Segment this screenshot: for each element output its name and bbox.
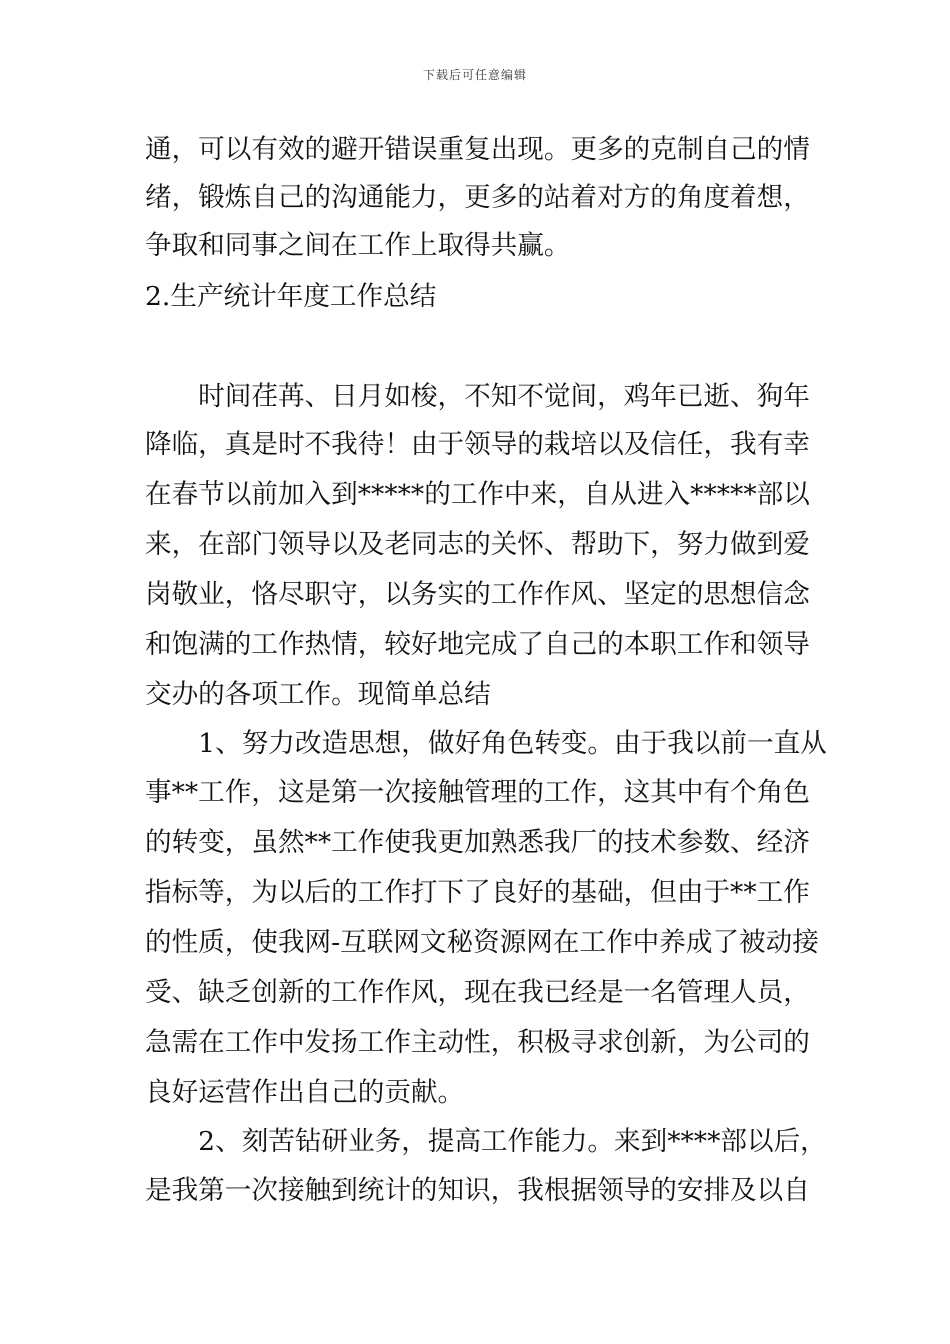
body-line: 急需在工作中发扬工作主动性，积极寻求创新，为公司的 [145, 1027, 810, 1058]
body-line: 绪，锻炼自己的沟通能力，更多的站着对方的角度着想， [145, 182, 810, 213]
body-line: 来，在部门领导以及老同志的关怀、帮助下，努力做到爱 [145, 529, 810, 560]
body-line: 受、缺乏创新的工作作风，现在我已经是一名管理人员， [145, 977, 810, 1008]
body-line: 通，可以有效的避开错误重复出现。更多的克制自己的情 [145, 134, 810, 165]
body-line: 是我第一次接触到统计的知识，我根据领导的安排及以自 [145, 1175, 810, 1206]
body-line: 岗敬业，恪尽职守，以务实的工作作风、坚定的思想信念 [145, 579, 810, 610]
body-line: 交办的各项工作。现简单总结 [145, 679, 491, 710]
body-line: 在春节以前加入到*****的工作中来，自从进入*****部以 [145, 479, 810, 510]
body-line: 2、刻苦钻研业务，提高工作能力。来到****部以后， [145, 1126, 827, 1157]
body-line: 1、努力改造思想，做好角色转变。由于我以前一直从 [145, 728, 827, 759]
body-line: 的转变，虽然**工作使我更加熟悉我厂的技术参数、经济 [145, 827, 810, 858]
body-line: 事**工作，这是第一次接触管理的工作，这其中有个角色 [145, 777, 810, 808]
body-line: 争取和同事之间在工作上取得共赢。 [145, 230, 571, 261]
body-line: 时间荏苒、日月如梭，不知不觉间，鸡年已逝、狗年 [145, 381, 810, 412]
body-line: 降临，真是时不我待！由于领导的栽培以及信任，我有幸 [145, 429, 810, 460]
page-header: 下载后可任意编辑 [422, 68, 527, 82]
section-heading: 2.生产统计年度工作总结 [145, 281, 437, 312]
body-line: 良好运营作出自己的贡献。 [145, 1077, 465, 1108]
body-line: 和饱满的工作热情，较好地完成了自己的本职工作和领导 [145, 629, 810, 660]
body-line: 指标等，为以后的工作打下了良好的基础，但由于**工作 [145, 877, 810, 908]
body-line: 的性质，使我网-互联网文秘资源网在工作中养成了被动接 [145, 927, 819, 958]
